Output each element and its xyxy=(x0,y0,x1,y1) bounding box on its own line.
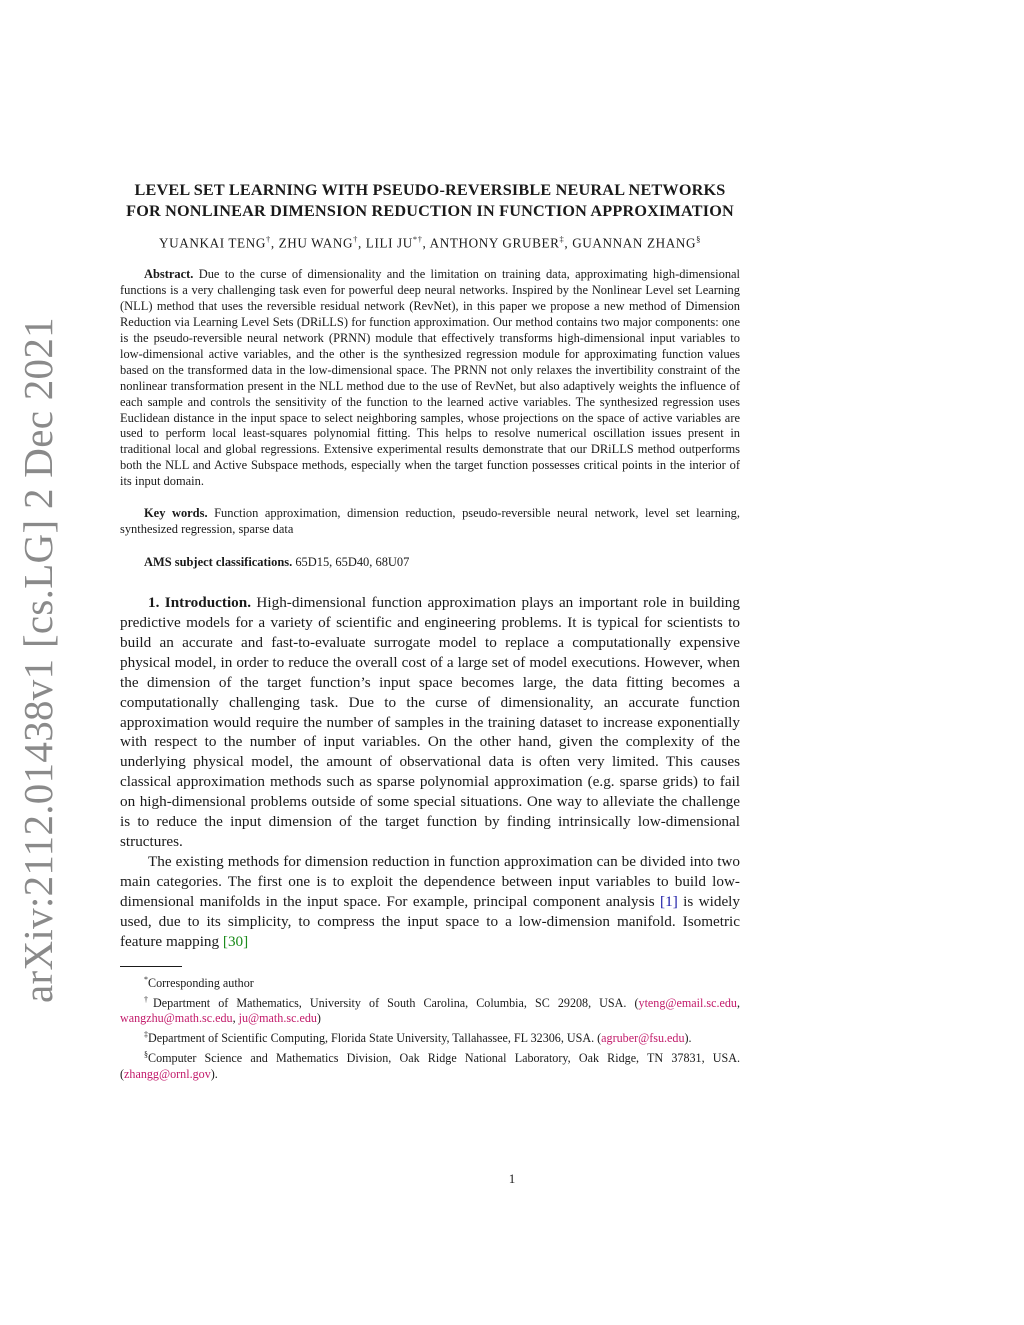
email-link[interactable]: yteng@email.sc.edu xyxy=(638,995,737,1010)
footnote-text: Department of Scientific Computing, Florida State University, Tallahassee, FL 32306, USA. xyxy=(148,1031,595,1046)
paragraph-text: is widely used, due to its simplicity, to compress the input space to a low-dimension manifold. Isometric feature mapping xyxy=(120,893,740,950)
arxiv-identifier: arXiv:2112.01438v1 [cs.LG] 2 Dec 2021 xyxy=(15,317,62,1003)
author-mark: † xyxy=(265,234,271,244)
page-number: 1 xyxy=(508,1171,516,1186)
footnote-mark: § xyxy=(144,1049,148,1059)
email-link[interactable]: agruber@fsu.edu xyxy=(601,1031,685,1046)
ams-classifications xyxy=(120,555,740,571)
author-name: GUANNAN ZHANG xyxy=(572,235,697,251)
footnote-dept-math: †Department of Mathematics, University of South Carolina, Columbia, SC 29208, USA. (yteng@email.sc.edu, wangzhu@math.sc.edu, ju@math.sc.edu) xyxy=(120,994,740,1026)
ams-label: AMS subject classifications. xyxy=(144,554,293,569)
introduction-paragraph-1 xyxy=(120,593,740,852)
citation-link[interactable]: [1] xyxy=(660,893,678,911)
author-name: LILI JU xyxy=(365,235,413,251)
footnote-mark: ‡ xyxy=(144,1030,148,1040)
paper-title: LEVEL SET LEARNING WITH PSEUDO-REVERSIBLE NEURAL NETWORKS FOR NONLINEAR DIMENSION REDUCTION IN FUNCTION APPROXIMATION xyxy=(126,181,734,220)
footnote-text: Corresponding author xyxy=(148,975,254,990)
author-mark: † xyxy=(353,234,358,244)
email-link[interactable]: zhangg@ornl.gov xyxy=(124,1066,211,1081)
introduction-paragraph-2 xyxy=(120,852,740,952)
footnote-ornl: §Computer Science and Mathematics Division, Oak Ridge National Laboratory, Oak Ridge, TN 37831, USA. (zhangg@ornl.gov). xyxy=(120,1049,740,1081)
footnote-dept-sci: ‡Department of Scientific Computing, Florida State University, Tallahassee, FL 32306, USA. (agruber@fsu.edu). xyxy=(144,1030,692,1046)
keywords-label: Key words. xyxy=(144,506,208,521)
email-link[interactable]: wangzhu@math.sc.edu xyxy=(120,1011,233,1026)
footnote-mark: * xyxy=(144,974,148,984)
paragraph-text: The existing methods for dimension reduction in function approximation can be divided into two main categories. The first one is to exploit the dependence between input variables to build low-dimensional manifolds in the input space. For example, principal component analysis xyxy=(120,853,740,911)
footnote-text: Computer Science and Mathematics Division, Oak Ridge National Laboratory, Oak Ridge, TN 37831, USA. xyxy=(148,1050,740,1065)
footnote-text: Department of Mathematics, University of South Carolina, Columbia, SC 29208, USA. xyxy=(153,995,627,1010)
keywords-text: Function approximation, dimension reduction, pseudo-reversible neural network, level set learning, synthesized regression, sparse data xyxy=(120,506,740,536)
footnotes xyxy=(120,972,740,1082)
author-mark: ‡ xyxy=(559,234,565,244)
section-heading: 1. Introduction. xyxy=(148,593,252,611)
author-mark: § xyxy=(696,234,701,244)
abstract xyxy=(120,267,740,490)
email-link[interactable]: ju@math.sc.edu xyxy=(238,1011,317,1026)
footnote-corresponding xyxy=(120,972,740,992)
author-name: ZHU WANG xyxy=(278,235,354,251)
author-name: ANTHONY GRUBER xyxy=(429,235,560,251)
footnote-mark: † xyxy=(144,994,154,1004)
author-name: YUANKAI TENG xyxy=(159,235,266,251)
arxiv-stamp xyxy=(8,317,68,1003)
abstract-label: Abstract. xyxy=(144,267,194,282)
author-mark: *† xyxy=(412,234,423,244)
citation-link[interactable]: [30] xyxy=(222,933,249,950)
footnote-divider xyxy=(120,966,182,967)
paper-page xyxy=(120,180,740,1082)
abstract-text: Due to the curse of dimensionality and the limitation on training data, approximating high-dimensional functions is a very challenging task even for powerful deep neural networks. Inspired by the Nonlinear Level set Learning (NLL) method that uses the reversible residual network (RevNet), in this paper we propose a new method of Dimension Reduction via Learning Level Sets (DRiLLS) for function approximation. Our method contains two major components: one is the pseudo-reversible neural network (PRNN) module that effectively transforms high-dimensional input variables to low-dimensional active variables, and the other is the synthesized regression module for approximating function values based on the transformed data in the low-dimensional space. The PRNN not only relaxes the invertibility constraint of the nonlinear transformation present in the NLL method due to the use of RevNet, but also adaptively weights the influence of each sample and controls the sensitivity of the function to the learned active variables. The synthesized regression uses Euclidean distance in the input space to select neighboring samples, whose projections on the space of active variables are used to perform local least-squares polynomial fitting. This helps to resolve numerical oscillation issues present in traditional local and global regressions. Extensive experimental results demonstrate that our DRiLLS method outperforms both the NLL and Active Subspace methods, especially when the target function possesses critical points in the interior of its input domain. xyxy=(120,267,741,489)
author-list: YUANKAI TENG†, ZHU WANG†, LILI JU*†, ANTHONY GRUBER‡, GUANNAN ZHANG§ xyxy=(159,234,701,251)
ams-text: 65D15, 65D40, 68U07 xyxy=(295,554,410,569)
keywords xyxy=(120,506,740,538)
paragraph-text: High-dimensional function approximation plays an important role in building predictive models for a variety of scientific and engineering problems. It is typical for scientists to build an accurate and fast-to-evaluate surrogate model to replace a computationally expensive physical model, in order to reduce the overall cost of a large set of model executions. However, when the dimension of the target function’s input space becomes large, the data fitting becomes a computationally challenging task. Due to the curse of dimensionality, an accurate function approximation would require the number of samples in the training dataset to increase exponentially with respect to the number of input variables. On the other hand, given the complexity of the underlying physical model, the amount of observational data is often very limited. This causes classical approximation methods such as sparse polynomial approximation (e.g. sparse grids) to fail on high-dimensional problems outside of some special situations. One way to alleviate the challenge is to reduce the input dimension of the target function by finding intrinsically low-dimensional structures. xyxy=(120,593,740,851)
